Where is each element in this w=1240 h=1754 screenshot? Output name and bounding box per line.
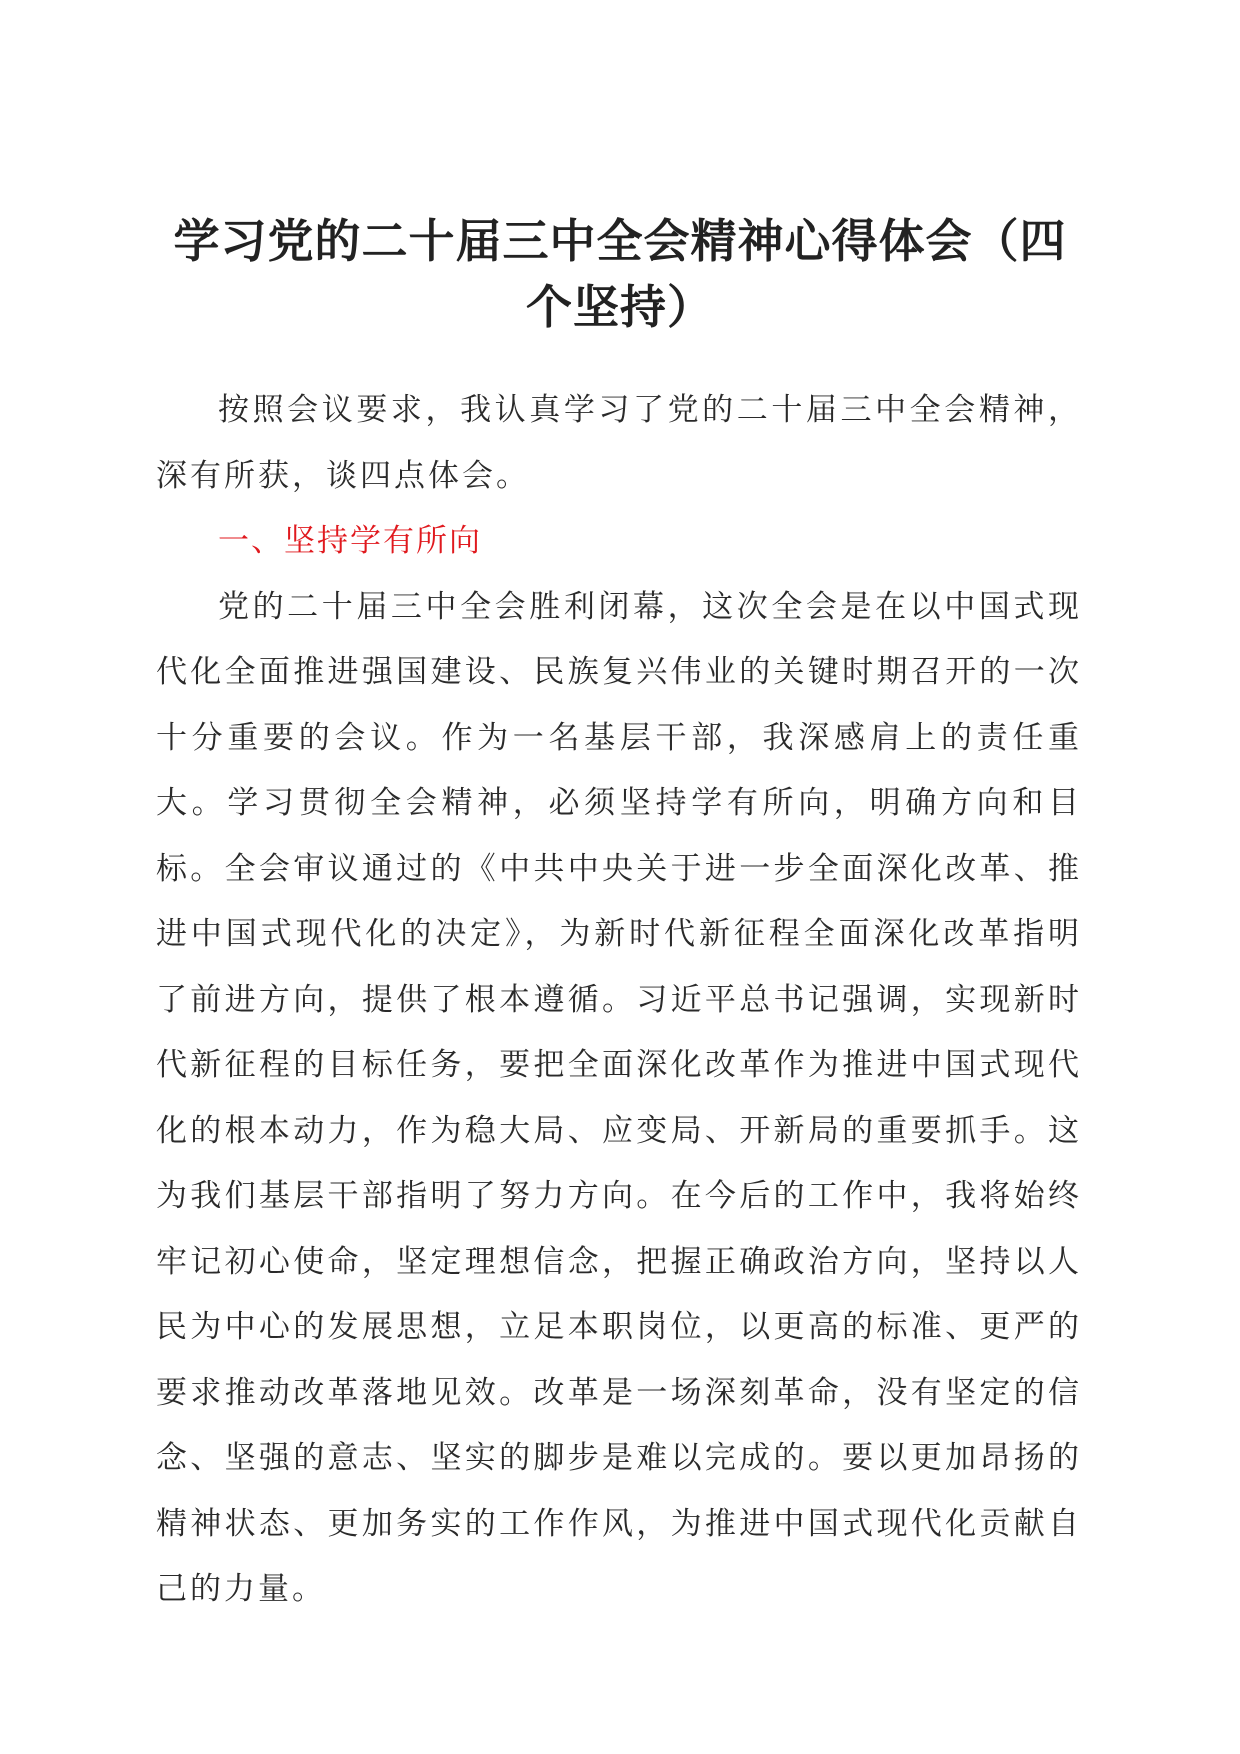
- intro-paragraph: 按照会议要求，我认真学习了党的二十届三中全会精神，深有所获，谈四点体会。: [156, 392, 1082, 494]
- section-heading: 一、坚持学有所向: [218, 523, 482, 559]
- document-title: 学习党的二十届三中全会精神心得体会（四个坚持）: [173, 214, 1067, 334]
- document-body: [156, 378, 1082, 1623]
- section-paragraph: 党的二十届三中全会胜利闭幕，这次全会是在以中国式现代化全面推进强国建设、民族复兴伟业的关键时期召开的一次十分重要的会议。作为一名基层干部，我深感肩上的责任重大。学习贯彻全会精神，必须坚持学有所向，明确方向和目标。全会审议通过的《中共中央关于进一步全面深化改革、推进中国式现代化的决定》，为新时代新征程全面深化改革指明了前进方向，提供了根本遵循。习近平总书记强调，实现新时代新征程的目标任务，要把全面深化改革作为推进中国式现代化的根本动力，作为稳大局、应变局、开新局的重要抓手。这为我们基层干部指明了努力方向。在今后的工作中，我将始终牢记初心使命，坚定理想信念，把握正确政治方向，坚持以人民为中心的发展思想，立足本职岗位，以更高的标准、更严的要求推动改革落地见效。改革是一场深刻革命，没有坚定的信念、坚强的意志、坚实的脚步是难以完成的。要以更加昂扬的精神状态、更加务实的工作作风，为推进中国式现代化贡献自己的力量。: [156, 588, 1082, 1607]
